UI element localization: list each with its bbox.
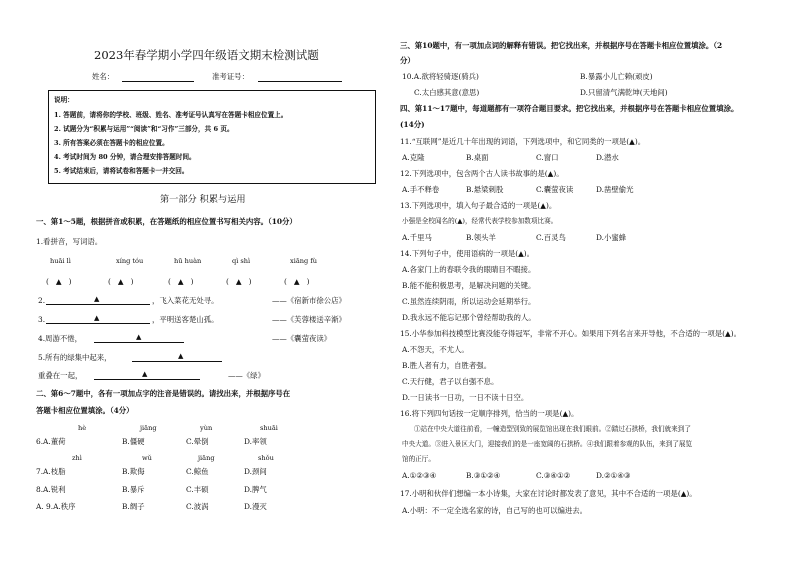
instructions-box — [48, 90, 376, 184]
q16-option-d[interactable]: D.②①④③ — [596, 471, 631, 480]
section2-header-cont: 答题卡相应位置填涂。（4分） — [36, 406, 134, 415]
instruction-2: 2. 试题分为“积累与运用”“阅读”和“习作”三部分，共 6 页。 — [54, 125, 234, 133]
q6-option-b[interactable]: B.僵硬 — [122, 437, 145, 446]
q12-option-d[interactable]: D.凿壁偷光 — [596, 185, 634, 194]
q2-number: 2. — [38, 296, 46, 305]
q2-marker: ▲ — [94, 295, 100, 303]
q12-option-b[interactable]: B.悬梁刺股 — [466, 185, 504, 194]
q15-option-a[interactable]: A.不怨天，不尤人。 — [402, 345, 469, 354]
q7-option-c[interactable]: C.鲸鱼 — [186, 467, 209, 476]
q16-sentence-1: ①站在中央大道往前看，一幢造型别致的展览馆出现在我们眼前。②踏过石拱桥，我们就来到了 — [414, 425, 691, 433]
q15-option-b[interactable]: B.胜人者有力，自胜者强。 — [402, 361, 492, 370]
q11-option-d[interactable]: D.潜水 — [596, 153, 619, 162]
exam-no-label: 准考证号： — [212, 72, 249, 81]
q7-pinyin-a: zhì — [72, 454, 82, 462]
q5-marker-1: ▲ — [178, 352, 184, 360]
q15-option-d[interactable]: D.一日读书一日功，一日不读十日空。 — [402, 393, 529, 402]
q3-blank[interactable] — [46, 323, 150, 324]
q13-prompt: 13.下列选项中，填入句子最合适的一项是(▲)。 — [400, 201, 557, 210]
answer-brackets-1[interactable]: ( ▲ ) — [46, 277, 72, 286]
q3-text: ，平明送客楚山孤。 — [152, 315, 219, 324]
instruction-5: 5. 考试结束后，请将试卷和答题卡一并交回。 — [54, 167, 189, 175]
q9-option-d[interactable]: D.漫灭 — [244, 502, 267, 511]
name-label: 姓名： — [92, 72, 115, 81]
doc-title: 2023年春学期小学四年级语文期末检测试题 — [94, 48, 319, 62]
q15-option-c[interactable]: C.天行健，君子以自强不息。 — [402, 377, 499, 386]
pinyin-5: xiāng fù — [290, 257, 318, 265]
q6-pinyin-b: jiāng — [140, 424, 157, 432]
q12-option-c[interactable]: C.囊萤夜读 — [536, 185, 574, 194]
q12-option-a[interactable]: A.手不释卷 — [402, 185, 440, 194]
pinyin-4: qì shì — [232, 257, 251, 265]
section2-header: 二、第6～7题中，各有一项加点字的注音是错误的。请找出来，并根据序号在 — [36, 389, 291, 398]
q7-option-b[interactable]: B.欺侮 — [122, 467, 145, 476]
instruction-4: 4. 考试时间为 80 分钟，请合理安排答题时间。 — [54, 153, 196, 161]
q4-text: 4.周游不惓， — [38, 334, 83, 343]
q16-option-a[interactable]: A.①②③④ — [402, 471, 437, 480]
q10-option-b[interactable]: B.暴露小儿亡赖(顽皮) — [580, 72, 653, 81]
instructions-header: 说明： — [54, 96, 74, 104]
q4-marker: ▲ — [136, 333, 142, 341]
section3-header-cont: 分） — [400, 56, 415, 65]
q16-sentence-3: 馆的正厅。 — [402, 455, 435, 463]
pinyin-1: huāi lì — [50, 257, 71, 265]
q13-option-a[interactable]: A.千里马 — [402, 233, 432, 242]
q8-option-d[interactable]: D.脾气 — [244, 485, 267, 494]
section4-header: 四、第11～17题中，每道题都有一项符合题目要求。把它找出来，并根据序号在答题卡相应位置填涂。 — [400, 104, 739, 113]
answer-brackets-4[interactable]: ( ▲ ) — [226, 277, 252, 286]
instruction-3: 3. 所有答案必须在答题卡的相应位置。 — [54, 139, 169, 147]
q6-pinyin-a: hè — [78, 424, 87, 432]
q14-option-d[interactable]: D.我永远不能忘记那个曾经帮助我的人。 — [402, 313, 536, 322]
q14-prompt: 14.下列句子中，使用语病的一项是(▲)。 — [400, 249, 535, 258]
q5-source: ——《绿》 — [228, 371, 265, 380]
q4-blank[interactable] — [94, 342, 184, 343]
q9-option-a[interactable]: A. 9.A.秩序 — [36, 502, 76, 511]
q6-pinyin-c: yùn — [200, 424, 213, 432]
q9-option-c[interactable]: C.波涡 — [186, 502, 209, 511]
q2-text: ，飞入菜花无处寻。 — [152, 296, 219, 305]
q6-pinyin-d: shuāi — [260, 424, 278, 432]
q4-source: ——《囊萤夜读》 — [272, 334, 332, 343]
pinyin-2: xíng tóu — [116, 257, 144, 265]
q5-marker-2: ▲ — [142, 370, 148, 378]
q16-sentence-2: 中央大道。③进入景区大门，迎接我们的是一座宽阔的石拱桥。④我们跟着参观的队伍，来到了展览 — [402, 440, 693, 448]
q16-option-c[interactable]: C.③④①② — [536, 471, 571, 480]
q16-prompt: 16.将下列四句话按一定顺序排列，恰当的一项是(▲)。 — [400, 409, 579, 418]
q2-blank[interactable] — [46, 304, 150, 305]
q5b-text: 重叠在一起， — [38, 371, 83, 380]
q8-option-b[interactable]: B.暴斥 — [122, 485, 145, 494]
q9-option-b[interactable]: B.绸子 — [122, 502, 145, 511]
q1-prompt: 1.看拼音，写词语。 — [36, 237, 103, 246]
q11-option-c[interactable]: C.窗口 — [536, 153, 559, 162]
q16-option-b[interactable]: B.③①②④ — [466, 471, 501, 480]
q8-option-c[interactable]: C.丰硕 — [186, 485, 209, 494]
q3-source: ——《芙蓉楼送辛渐》 — [272, 315, 346, 324]
section4-header-cont: (14分) — [400, 120, 425, 129]
answer-brackets-3[interactable]: ( ▲ ) — [168, 277, 194, 286]
q6-option-a[interactable]: 6.A.董荷 — [36, 437, 66, 446]
q8-option-a[interactable]: 8.A.锐利 — [36, 485, 66, 494]
q5-blank-1[interactable] — [132, 361, 222, 362]
q12-prompt: 12.下列选项中，包含两个古人读书故事的是(▲)。 — [400, 169, 564, 178]
q2-source: ——《宿新市徐公店》 — [272, 296, 346, 305]
pinyin-3: hū huàn — [174, 257, 202, 265]
answer-brackets-2[interactable]: ( ▲ ) — [108, 277, 134, 286]
q13-option-d[interactable]: D.小蜜蜂 — [596, 233, 627, 242]
name-field[interactable] — [122, 81, 194, 82]
q11-prompt: 11.“互联网”是近几十年出现的词语，下列选项中，和它同类的一项是(▲)。 — [400, 137, 646, 146]
q15-prompt: 15.小华参加科技模型比赛没能夺得冠军，非常不开心。如果用下列名言来开导他，不合适的一项是(▲)。 — [400, 329, 742, 338]
q11-option-b[interactable]: B.桌面 — [466, 153, 489, 162]
q10-option-c[interactable]: C.太白感其意(意思) — [414, 88, 480, 97]
instruction-1: 1. 答题前，请将你的学校、班级、姓名、准考证号认真写在答题卡相应位置上。 — [54, 111, 288, 119]
q3-number: 3. — [38, 315, 46, 324]
q7-pinyin-c: jiāng — [198, 454, 215, 462]
q13-sentence: 小强是全校闻名的(▲)，经常代表学校参加数项比赛。 — [402, 217, 558, 225]
q17-prompt: 17.小明和伙伴们想编一本小诗集，大家在讨论时都发表了意见，其中不合适的一项是(▲)。 — [400, 489, 697, 498]
q3-marker: ▲ — [94, 314, 100, 322]
q6-option-c[interactable]: C.晕倒 — [186, 437, 209, 446]
q13-option-b[interactable]: B.领头羊 — [466, 233, 496, 242]
q14-option-b[interactable]: B.能不能积极思考，是解决问题的关键。 — [402, 281, 536, 290]
q10-option-a[interactable]: 10.A.欲将轻骑逐(骑兵) — [402, 72, 479, 81]
q14-option-c[interactable]: C.虽然连续阴雨，所以运动会延期举行。 — [402, 297, 536, 306]
q5-text: 5.所有的绿集中起来， — [38, 353, 112, 362]
q7-pinyin-d: shǒu — [258, 454, 274, 462]
section3-header: 三、第10题中，有一项加点词的解释有错误。把它找出来，并根据序号在答题卡相应位置填涂。（2 — [400, 41, 723, 50]
answer-brackets-5[interactable]: ( ▲ ) — [284, 277, 310, 286]
q13-option-c[interactable]: C.百灵鸟 — [536, 233, 566, 242]
exam-no-field[interactable] — [258, 81, 342, 82]
q5-blank-2[interactable] — [94, 379, 200, 380]
q6-option-d[interactable]: D.率领 — [244, 437, 267, 446]
q17-option-a[interactable]: A.小明：不一定全选名家的诗，自己写的也可以编进去。 — [402, 506, 588, 515]
q10-option-d[interactable]: D.只留清气满乾坤(天地间) — [580, 88, 668, 97]
q7-option-d[interactable]: D.颈间 — [244, 467, 267, 476]
part1-title: 第一部分 积累与运用 — [160, 194, 246, 205]
q14-option-a[interactable]: A.各家门上的春联令我的眼睛目不暇接。 — [402, 265, 536, 274]
q7-pinyin-b: wǔ — [142, 454, 152, 462]
q11-option-a[interactable]: A.克隆 — [402, 153, 425, 162]
q7-option-a[interactable]: 7.A.枝脂 — [36, 467, 66, 476]
section1-header: 一、第1～5题，根据拼音或积累，在答题纸的相应位置书写相关内容。（10分） — [36, 217, 297, 226]
